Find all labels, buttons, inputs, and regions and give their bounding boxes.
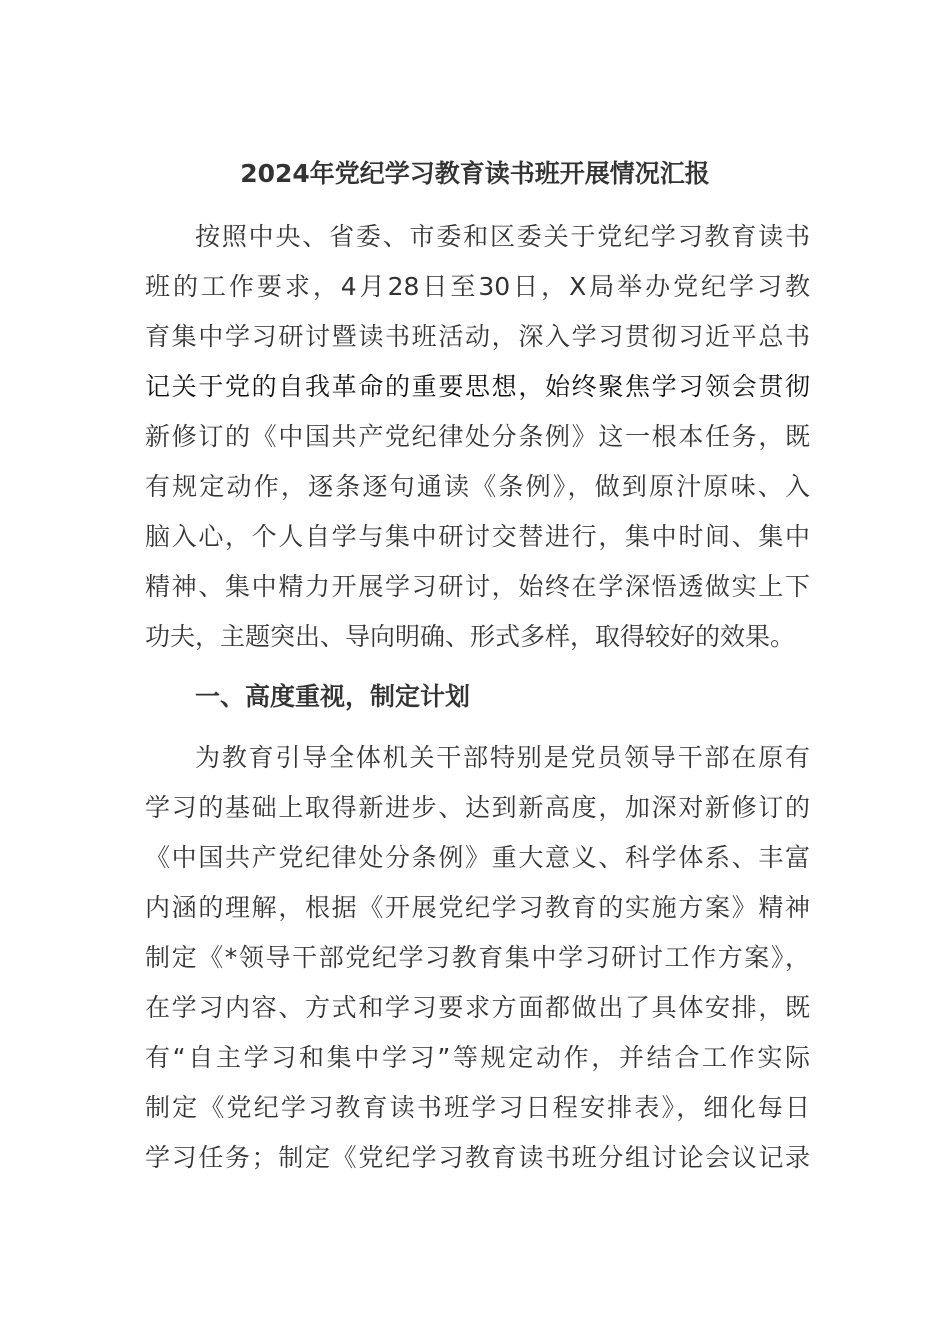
- paragraph-line: 有“自主学习和集中学习”等规定动作，并结合工作实际: [145, 1043, 810, 1072]
- paragraph-line: 育集中学习研讨暨读书班活动，深入学习贯彻习近平总书: [145, 322, 810, 351]
- paragraph-line: 功夫，主题突出、导向明确、形式多样，取得较好的效果。: [145, 622, 796, 651]
- paragraph-line: 按照中央、省委、市委和区委关于党纪学习教育读书: [195, 222, 810, 251]
- paragraph-line: 制定《*领导干部党纪学习教育集中学习研讨工作方案》，: [145, 943, 810, 972]
- paragraph-line: 精神、集中精力开展学习研讨，始终在学深悟透做实上下: [145, 572, 810, 601]
- paragraph-line: 学习的基础上取得新进步、达到新高度，加深对新修订的: [145, 793, 810, 822]
- paragraph-line: 《中国共产党纪律处分条例》重大意义、科学体系、丰富: [145, 843, 810, 872]
- paragraph-line: 脑入心，个人自学与集中研讨交替进行，集中时间、集中: [145, 522, 810, 551]
- paragraph-line: 新修订的《中国共产党纪律处分条例》这一根本任务，既: [145, 422, 810, 451]
- paragraph-line: 为教育引导全体机关干部特别是党员领导干部在原有: [195, 743, 810, 772]
- paragraph-line: 记关于党的自我革命的重要思想，始终聚焦学习领会贯彻: [145, 372, 810, 401]
- paragraph-line: 学习任务；制定《党纪学习教育读书班分组讨论会议记录: [145, 1143, 810, 1172]
- section-heading: 一、高度重视，制定计划: [195, 682, 471, 711]
- paragraph-line: 在学习内容、方式和学习要求方面都做出了具体安排，既: [145, 993, 810, 1022]
- document-title: 2024年党纪学习教育读书班开展情况汇报: [240, 159, 710, 188]
- paragraph-line: 制定《党纪学习教育读书班学习日程安排表》，细化每日: [145, 1093, 810, 1122]
- paragraph-line: 班的工作要求，4月28日至30日，X局举办党纪学习教: [145, 272, 810, 301]
- paragraph-line: 有规定动作，逐条逐句通读《条例》，做到原汁原味、入: [145, 472, 810, 501]
- paragraph-line: 内涵的理解，根据《开展党纪学习教育的实施方案》精神: [145, 893, 810, 922]
